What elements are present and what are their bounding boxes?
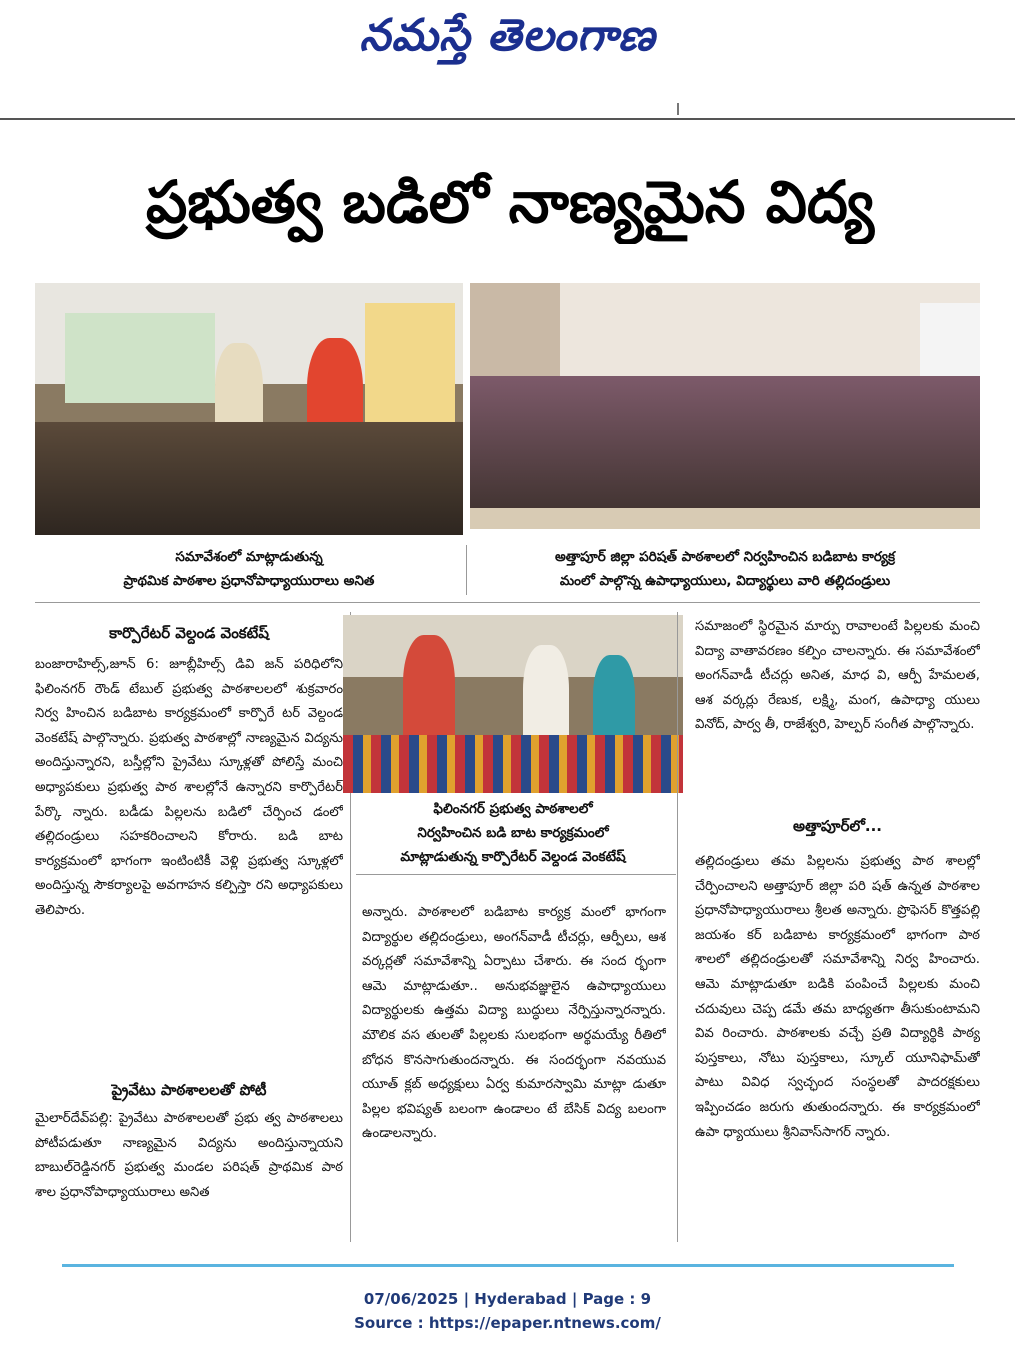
caption-center-line1: ఫిలింనగర్ ప్రభుత్వ పాఠశాలలో [433, 801, 593, 817]
caption-center-line3: మాట్లాడుతున్న కార్పొరేటర్ వెల్దండ వెంకటేష్ [400, 849, 626, 865]
col1-subhead: కార్పొరేటర్ వెల్దండ వెంకటేష్ [109, 624, 269, 642]
caption-center-line2: నిర్వహించిన బడి బాట కార్యక్రమంలో [417, 825, 609, 841]
col1-body: బంజారాహిల్స్,జూన్ 6: జూబ్లీహిల్స్ డివి జన్ పరిధిలోని ఫిలింనగర్ రౌండ్ టేబుల్ ప్రభుత్వ పాఠశాలలలో శుక్రవారం నిర్వ హించిన బడిబాట కార్యక్రమంలో కార్పొరే టర్ వెల్దండ వెంకటేష్ పాల్గొన్నారు. ప్రభుత్వ పాఠశాల్లో నాణ్యమైన విద్యను అందిస్తున్నారని, బస్తీల్లోని ప్రైవేటు స్కూళ్లతో పోలిస్తే మంచి అధ్యాపకులు ప్రభుత్వ పాఠ శాలల్లోనే ఉన్నారని కార్పొరేటర్ పేర్కొ న్నారు. బడీడు పిల్లలను బడిలో చేర్పించ డంలో తల్లిదండ్రులు సహకరించాలని కోరారు. బడి బాట కార్యక్రమంలో భాగంగా ఇంటింటికీ వెళ్లి ప్రభుత్వ స్కూళ్లలో అందిస్తున్న సౌకర్యాలపై అవగాహన కల్పిస్తా రని అధ్యాపకులు తెలిపారు. [35, 657, 343, 918]
caption-right-line2: మంలో పాల్గొన్న ఉపాధ్యాయులు, విద్యార్థులు వారి తల్లిదండ్రులు [559, 573, 891, 589]
footer-bar [62, 1264, 954, 1267]
divider-center [356, 874, 676, 875]
footer-source: Source : https://epaper.ntnews.com/ [354, 1314, 661, 1332]
headline: ప్రభుత్వ బడిలో నాణ్యమైన విద్య [145, 168, 875, 236]
col3-body: సమాజంలో స్థిరమైన మార్పు రావాలంటే పిల్లలకు మంచి విద్యా వాతావరణం కల్పిం చాలన్నారు. ఈ సమావేశంలో అంగన్‌వాడీ టీచర్లు అనిత, మాధ వి, ఆర్పీ హేమలత, ఆశ వర్కర్లు రేణుక, లక్ష్మి, మంగ, ఉపాధ్యా యులు వినోద్, పార్వ తీ, రాజేశ్వరి, హెల్పర్ సంగీత పాల్గొన్నారు. [695, 619, 980, 733]
caption-left-line2: ప్రాథమిక పాఠశాల ప్రధానోపాధ్యాయురాలు అనిత [123, 573, 375, 589]
caption-right-line1: అత్తాపూర్ జిల్లా పరిషత్ పాఠశాలలో నిర్వహించిన బడిబాట కార్యక్ర [554, 549, 896, 565]
col2-body: అన్నారు. పాఠశాలలో బడిబాట కార్యక్ర మంలో భాగంగా విద్యార్థుల తల్లిదండ్రులు, అంగన్‌వాడీ టీచర్లు, ఆర్పీలు, ఆశ వర్కర్లతో సమావేశాన్ని ఏర్పాటు చేశారు. ఈ సంద ర్భంగా ఆమె మాట్లాడుతూ.. అనుభవజ్ఞులైన ఉపాధ్యాయులు విద్యార్థులకు ఉత్తమ విద్యా బుద్ధులు నేర్పిస్తున్నారన్నారు. మౌలిక వస తులతో పిల్లలకు సులభంగా అర్థమయ్యే రీతిలో బోధన కొనసాగుతుందన్నారు. ఈ సందర్భంగా నవయువ యూత్ క్లబ్ అధ్యక్షులు ఏర్వ కుమారస్వామి మాట్లా డుతూ పిల్లల భవిష్యత్ బలంగా ఉండాలం టే బేసిక్ విద్య బలంగా ఉండాలన్నారు. [362, 905, 666, 1142]
col1-body2: మైలార్‌దేవ్‌పల్లి: ప్రైవేటు పాఠశాలలతో ప్రభు త్వ పాఠశాలలు పోటీపడుతూ నాణ్యమైన విద్యను అందిస్తున్నాయని బాబుల్‌రెడ్డినగర్ ప్రభుత్వ మండల పరిషత్ ప్రాథమిక పాఠ శాల ప్రధానోపాధ్యాయురాలు అనిత [35, 1111, 343, 1200]
caption-left [35, 545, 463, 593]
photo-attapur-group [470, 283, 980, 529]
masthead-logo: నమస్తే తెలంగాణ [359, 10, 656, 61]
divider-caption [466, 545, 467, 595]
header-tick [677, 103, 679, 115]
caption-right [470, 545, 980, 593]
masthead [0, 0, 1015, 70]
footer-edition: 07/06/2025 | Hyderabad | Page : 9 [363, 1290, 652, 1308]
divider-col2 [677, 612, 678, 1242]
divider-top [35, 602, 980, 603]
photo-meeting [35, 283, 463, 535]
col3-body2: తల్లిదండ్రులు తమ పిల్లలను ప్రభుత్వ పాఠ శాలల్లో చేర్పించాలని అత్తాపూర్ జిల్లా పరి షత్ ఉన్నత పాఠశాల ప్రధానోపాధ్యాయురాలు శ్రీలత అన్నారు. ప్రొఫెసర్ కొత్తపల్లి జయశం కర్ బడిబాట కార్యక్రమంలో భాగంగా పాఠ శాలలో తల్లిదండ్రులతో సమావేశాన్ని నిర్వ హించారు. ఆమె మాట్లాడుతూ బడికి పంపించే పిల్లలకు మంచి చదువులు చెప్ప డమే తమ బాధ్యతగా తీసుకుంటామని వివ రించారు. పాఠశాలకు వచ్చే ప్రతి విద్యార్థికి పాఠ్య పుస్తకాలు, నోటు పుస్తకాలు, స్కూల్ యూనిఫామ్‌తో పాటు వివిధ స్వచ్ఛంద సంస్థలతో పాదరక్షకులు ఇప్పించడం జరుగు తుతుందన్నారు. ఈ కార్యక్రమంలో ఉపా ధ్యాయులు శ్రీనివాస్‌సాగర్ న్నారు. [695, 854, 980, 1140]
header-rule [0, 118, 1015, 120]
col3-subhead: అత్తాపూర్‌లో... [793, 817, 882, 835]
caption-center [343, 797, 683, 869]
caption-left-line1: సమావేశంలో మాట్లాడుతున్న [175, 549, 323, 565]
photo-corporator [343, 615, 683, 793]
col1-subhead2: ప్రైవేటు పాఠశాలలతో పోటీ [111, 1081, 267, 1099]
